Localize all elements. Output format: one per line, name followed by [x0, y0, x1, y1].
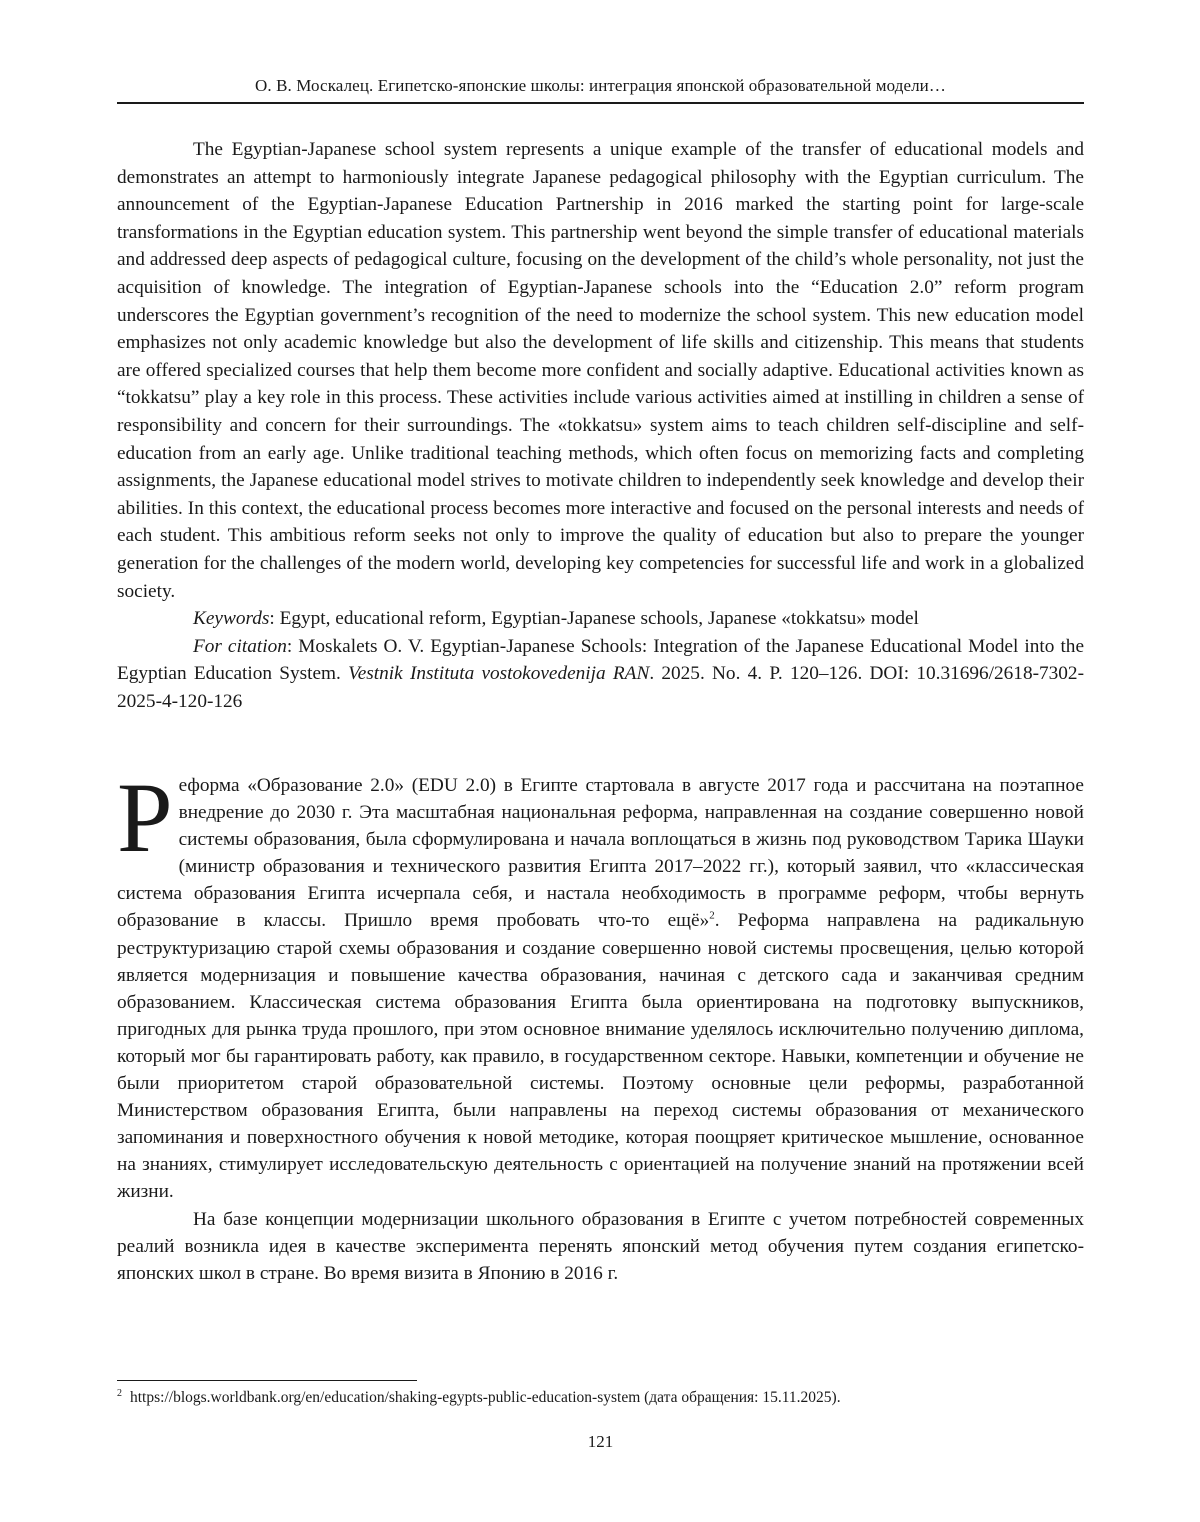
footnote: [117, 1388, 1084, 1408]
page-number: 121: [587, 1432, 614, 1451]
footnote-rule: [117, 1380, 417, 1381]
citation-text: : Moskalets O. V. Egyptian-Japanese Schools: Integration of the Japanese Educational Model into the Egyptian Education System.: [117, 635, 1084, 685]
body-paragraph-2: На базе концепции модернизации школьного образования в Египте с учетом потребностей современных реалий возникла идея в качестве эксперимента перенять японский метод обучения путем создания египетско-японских школ в стране. Во время визита в Японию в 2016 г.: [117, 1208, 1084, 1284]
footnote-number: 2: [117, 1387, 122, 1399]
english-abstract: [117, 136, 1084, 715]
footnote-reference[interactable]: 2: [709, 910, 715, 923]
abstract-paragraph: The Egyptian-Japanese school system represents a unique example of the transfer of educational models and demonstrates an attempt to harmoniously integrate Japanese pedagogical philosophy with the Egyptian curriculum. The announcement of the Egyptian-Japanese Education Partnership in 2016 marked the starting point for large-scale transformations in the Egyptian education system. This partnership went beyond the simple transfer of educational materials and addressed deep aspects of pedagogical culture, focusing on the development of the child’s whole personality, not just the acquisition of knowledge. The integration of Egyptian-Japanese schools into the “Education 2.0” reform program underscores the Egyptian government’s recognition of the need to modernize the school system. This new education model emphasizes not only academic knowledge but also the development of life skills and citizenship. This means that students are offered specialized courses that help them become more confident and socially adaptive. Educational activities known as “tokkatsu” play a key role in this process. These activities include various activities aimed at instilling in children a sense of responsibility and concern for their surroundings. The «tokkatsu» system aims to teach children self-discipline and self-education from an early age. Unlike traditional teaching methods, which often focus on memorizing facts and completing assignments, the Japanese educational model strives to motivate children to independently seek knowledge and develop their abilities. In this context, the educational process becomes more interactive and focused on the personal interests and needs of each student. This ambitious reform seeks not only to improve the quality of education but also to prepare the younger generation for the challenges of the modern world, developing key competencies for successful life and work in a globalized society.: [117, 139, 1084, 602]
header-rule: [117, 102, 1084, 104]
keywords-line: [117, 605, 1084, 633]
article-body: [117, 762, 1084, 1287]
citation-tail: . 2025. No. 4. P. 120–126. DOI: 10.31696/2618-7302-2025-4-120-126: [117, 663, 1084, 712]
body-paragraph-1-continued: . Реформа направлена на радикальную реструктуризацию старой схемы образования и создание совершенно новой системы просвещения, целью которой является модернизация и повышение качества образования, начиная с детского сада и заканчивая средним образованием. Классическая система образования Египта была ориентирована на подготовку выпускников, пригодных для рынка труда прошлого, при этом основное внимание уделялось исключительно получению диплома, который мог бы гарантировать работу, как правило, в государственном секторе. Навыки, компетенции и обучение не были приоритетом старой образовательной системы. Поэтому основные цели реформы, разработанной Министерством образования Египта, были направлены на переход системы образования от механического запоминания и поверхностного обучения к новой методике, которая поощряет критическое мышление, основанное на знаниях, стимулирует исследовательскую деятельность с ориентацией на получение знаний на протяжении всей жизни.: [117, 910, 1084, 1203]
keywords-label: Keywords: [193, 608, 270, 630]
drop-cap: Р: [117, 762, 173, 873]
citation-journal: Vestnik Instituta vostokovedenija RAN: [348, 663, 650, 685]
citation-label: For citation: [193, 635, 287, 657]
footnote-text: https://blogs.worldbank.org/en/education/shaking-egypts-public-education-system (дата обращения: 15.11.2025).: [130, 1389, 841, 1406]
body-paragraph-1-text: еформа «Образование 2.0» (EDU 2.0) в Египте стартовала в августе 2017 года и рассчитана на поэтапное внедрение до 2030 г. Эта масштабная национальная реформа, направленная на создание совершенно новой системы образования, была сформулирована и начала воплощаться в жизнь под руководством Тарика Шауки (министр образования и технического развития Египта 2017–2022 гг.), который заявил, что «классическая система образования Египта исчерпала себя, и настала необходимость в программе реформ, чтобы вернуть образование в классы. Пришло время пробовать что-то ещё»: [117, 775, 1084, 932]
body-paragraph-1: [117, 762, 1084, 1206]
citation-line: [117, 633, 1084, 716]
running-head: О. В. Москалец. Египетско-японские школы: интеграция японской образовательной модели…: [255, 76, 946, 95]
keywords-text: : Egypt, educational reform, Egyptian-Japanese schools, Japanese «tokkatsu» model: [269, 608, 919, 630]
